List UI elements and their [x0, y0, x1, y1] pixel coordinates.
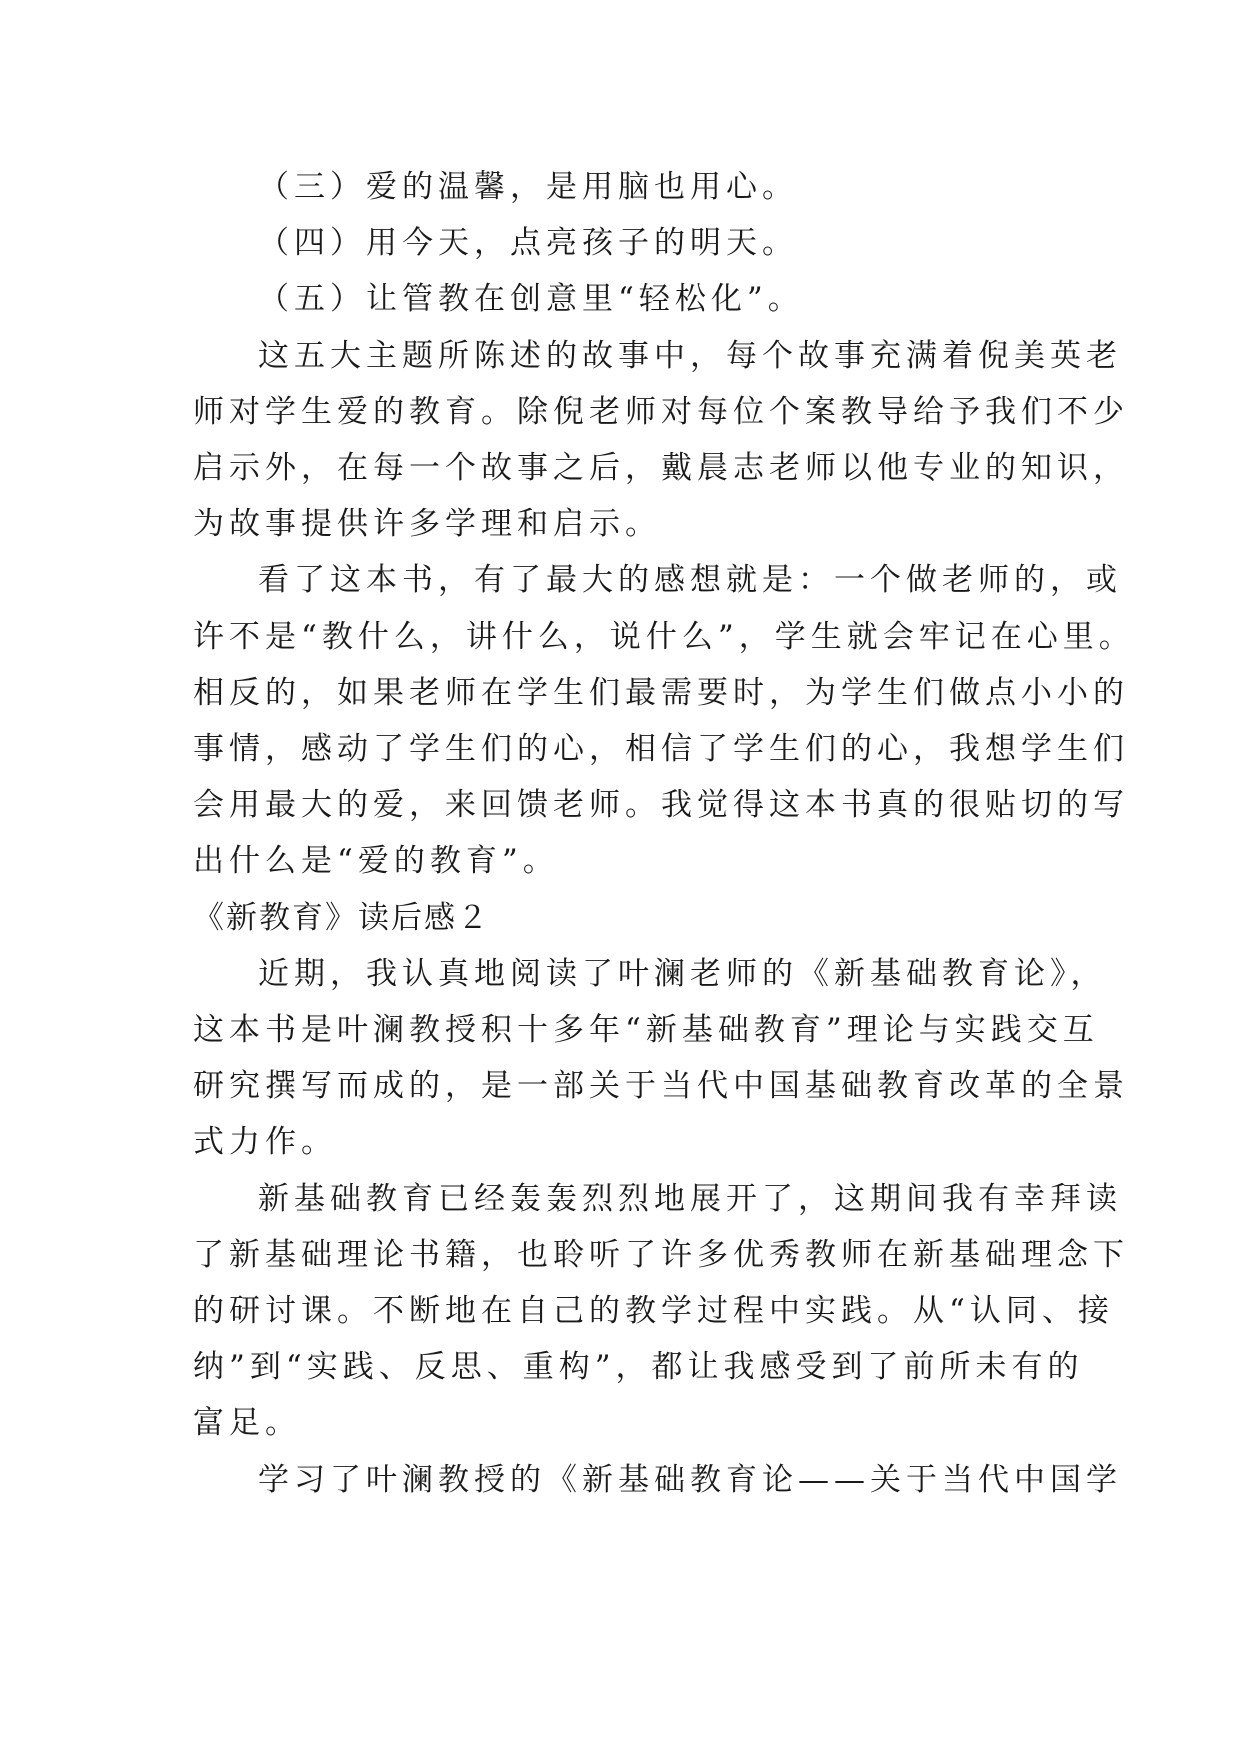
section-heading: 《新教育》读后感２	[193, 900, 490, 936]
text-line: 师对学生爱的教育。除倪老师对每位个案教导给予我们不少	[193, 394, 1129, 430]
text-line: （五）让管教在创意里“轻松化”。	[258, 281, 804, 317]
paragraph-start: 看了这本书，有了最大的感想就是：一个做老师的，或	[258, 562, 1122, 598]
text-line: （四）用今天，点亮孩子的明天。	[258, 225, 798, 261]
text-line: 了新基础理论书籍，也聆听了许多优秀教师在新基础理念下	[193, 1237, 1129, 1273]
text-line: 出什么是“爱的教育”。	[193, 843, 559, 879]
text-line: 启示外，在每一个故事之后，戴晨志老师以他专业的知识，	[193, 450, 1129, 486]
paragraph-start: 学习了叶澜教授的《新基础教育论——关于当代中国学	[258, 1462, 1122, 1498]
paragraph-start: 这五大主题所陈述的故事中，每个故事充满着倪美英老	[258, 338, 1122, 374]
paragraph-start: 近期，我认真地阅读了叶澜老师的《新基础教育论》，	[258, 956, 1107, 992]
text-line: 研究撰写而成的，是一部关于当代中国基础教育改革的全景	[193, 1068, 1129, 1104]
paragraph-start: 新基础教育已经轰轰烈烈地展开了，这期间我有幸拜读	[258, 1181, 1122, 1217]
text-line: 这本书是叶澜教授积十多年“新基础教育”理论与实践交互	[193, 1012, 1099, 1048]
text-line: 的研讨课。不断地在自己的教学过程中实践。从“认同、接	[193, 1293, 1114, 1329]
text-line: 式力作。	[193, 1124, 337, 1160]
text-line: 相反的，如果老师在学生们最需要时，为学生们做点小小的	[193, 675, 1129, 711]
text-line: （三）爱的温馨，是用脑也用心。	[258, 169, 798, 205]
text-line: 许不是“教什么，讲什么，说什么”，学生就会牢记在心里。	[193, 619, 1135, 655]
text-line: 纳”到“实践、反思、重构”，都让我感受到了前所未有的	[193, 1349, 1084, 1385]
text-line: 会用最大的爱，来回馈老师。我觉得这本书真的很贴切的写	[193, 787, 1129, 823]
text-line: 事情，感动了学生们的心，相信了学生们的心，我想学生们	[193, 731, 1129, 767]
text-line: 富足。	[193, 1405, 301, 1441]
text-line: 为故事提供许多学理和启示。	[193, 506, 661, 542]
